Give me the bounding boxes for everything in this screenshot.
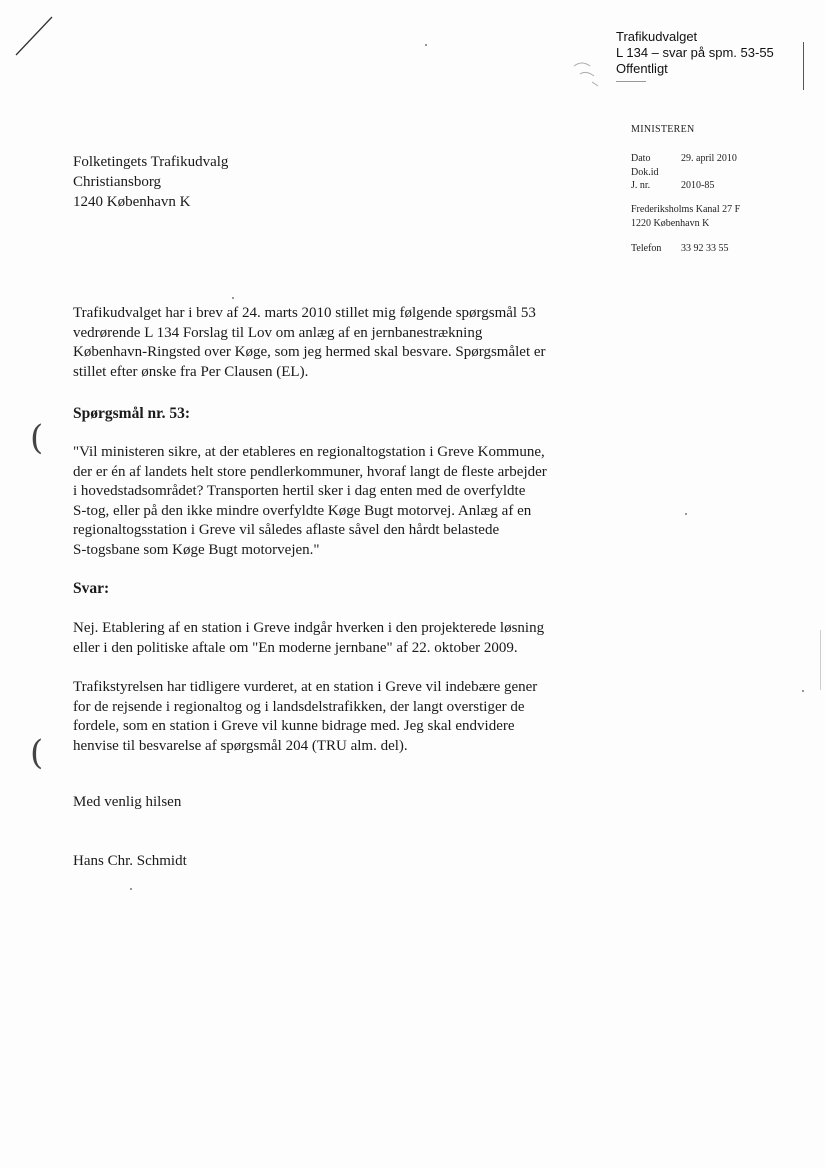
text-line: henvise til besvarelse af spørgsmål 204 (TRU alm. del). xyxy=(73,737,408,754)
text-line: eller i den politiske aftale om "En moderne jernbane" af 22. oktober 2009. xyxy=(73,639,518,656)
text-line: S-tog, eller på den ikke mindre overfyldte Køge Bugt motorvej. Anlæg af en xyxy=(73,502,532,519)
scan-speck xyxy=(802,690,804,692)
signature-name: Hans Chr. Schmidt xyxy=(73,853,187,869)
recipient-city: 1240 København K xyxy=(73,194,191,210)
text-line: i hovedstadsområdet? Transporten hertil sker i dag enten med de overfyldte xyxy=(73,483,526,499)
sidebar-office: MINISTEREN xyxy=(631,124,695,135)
text-line: der er én af landets helt store pendlerkommuner, hvoraf langt de fleste arbejder xyxy=(73,463,547,480)
intro-paragraph xyxy=(73,304,593,382)
sidebar-address xyxy=(631,203,740,230)
answer-paragraph-1 xyxy=(73,619,618,658)
closing-line: Med venlig hilsen xyxy=(73,794,182,810)
text-line: "Vil ministeren sikre, at der etableres en regionaltogstation i Greve Kommune, xyxy=(73,444,545,460)
address-street: Frederiksholms Kanal 27 F xyxy=(631,204,741,215)
text-line: fordele, som en station i Greve vil kunne bidrage med. Jeg skal endvidere xyxy=(73,718,515,734)
answer-paragraph-2 xyxy=(73,678,618,756)
stamp-underline xyxy=(616,81,646,82)
jnr-label: J. nr. xyxy=(631,180,651,191)
answer-heading: Svar: xyxy=(73,580,110,597)
sidebar-phone xyxy=(631,242,729,256)
faint-stamp-mark xyxy=(570,56,610,90)
stamp-status: Offentligt xyxy=(616,61,668,76)
text-line: Trafikstyrelsen har tidligere vurderet, at en station i Greve vil indebære gener xyxy=(73,679,538,695)
scan-speck xyxy=(425,44,427,46)
text-line: København-Ringsted over Køge, som jeg hermed skal besvare. Spørgsmålet er xyxy=(73,344,546,360)
pen-stroke-mark xyxy=(14,15,56,57)
scan-edge-line xyxy=(820,630,821,690)
question-heading: Spørgsmål nr. 53: xyxy=(73,405,190,422)
dokid-label: Dok.id xyxy=(631,166,659,178)
scan-speck xyxy=(130,888,132,890)
stamp-border xyxy=(803,42,804,90)
stamp-committee: Trafikudvalget xyxy=(616,29,698,44)
scan-speck xyxy=(685,513,687,515)
phone-label: Telefon xyxy=(631,243,662,254)
text-line: stillet efter ønske fra Per Clausen (EL). xyxy=(73,363,309,380)
jnr-value: 2010-85 xyxy=(681,180,715,191)
document-stamp xyxy=(616,29,774,82)
text-line: S-togsbane som Køge Bugt motorvejen." xyxy=(73,541,320,558)
text-line: Trafikudvalget har i brev af 24. marts 2010 stillet mig følgende spørgsmål 53 xyxy=(73,305,536,321)
text-line: for de rejsende i regionaltog og i landsdelstrafikken, der langt overstiger de xyxy=(73,698,525,715)
text-line: vedrørende L 134 Forslag til Lov om anlæg af en jernbanestrækning xyxy=(73,324,483,341)
recipient-building: Christiansborg xyxy=(73,174,162,190)
scan-speck xyxy=(232,297,234,299)
phone-value: 33 92 33 55 xyxy=(681,243,729,254)
sidebar-meta xyxy=(631,152,737,193)
date-label: Dato xyxy=(631,153,651,164)
address-city: 1220 København K xyxy=(631,217,710,229)
margin-bracket-mark: ( xyxy=(30,418,44,458)
text-line: regionaltogsstation i Greve vil således aflaste såvel den hårdt belastede xyxy=(73,522,500,538)
date-value: 29. april 2010 xyxy=(681,153,737,164)
margin-bracket-mark: ( xyxy=(30,733,44,773)
recipient-address xyxy=(73,152,228,212)
recipient-name: Folketingets Trafikudvalg xyxy=(73,154,229,170)
question-paragraph xyxy=(73,443,618,560)
text-line: Nej. Etablering af en station i Greve indgår hverken i den projekterede løsning xyxy=(73,620,545,636)
stamp-reference: L 134 – svar på spm. 53-55 xyxy=(616,45,774,60)
